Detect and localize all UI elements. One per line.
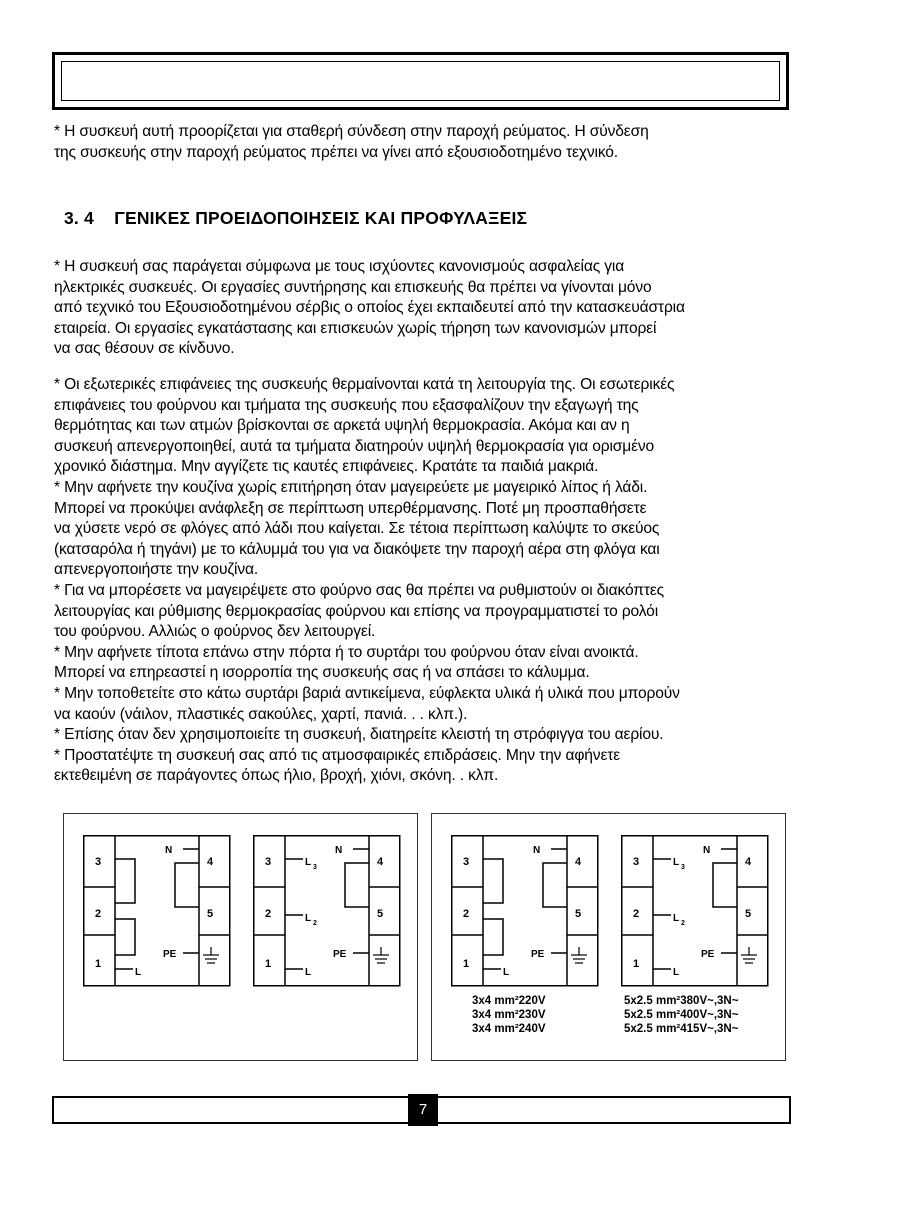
- terminal-4-label: 4: [745, 856, 752, 868]
- protective-earth-label: PE: [333, 949, 347, 960]
- terminal-2-label: 2: [633, 908, 640, 920]
- terminal-2-label: 2: [463, 908, 470, 920]
- paragraph-safety-regulations: * Η συσκευή σας παράγεται σύμφωνα με τους ισχύοντες κανονισμούς ασφαλείας για ηλεκτρικές συσκευές. Οι εργασίες συντήρησης και επισκευής θα πρέπει να γίνονται μόνο από τεχνικό του Εξουσιοδοτημένου σέρβις ο οποίος έχει εκπαιδευτεί από την κατασκευάστρια εταιρεία. Οι εργασίες εγκατάστασης και επισκευών χωρίς τήρηση των κανονισμών μπορεί να σας θέσουν σε κίνδυνο.: [54, 258, 685, 358]
- neutral-label: N: [165, 845, 173, 856]
- terminal-5-label: 5: [207, 908, 214, 920]
- terminal-4-label: 4: [207, 856, 214, 868]
- terminal-2-label: 2: [265, 908, 272, 920]
- terminal-3-label: 3: [265, 856, 272, 868]
- terminal-5-label: 5: [575, 908, 582, 920]
- section-heading: 3. 4 ΓΕΝΙΚΕΣ ΠΡΟΕΙΔΟΠΟΙΗΣΕΙΣ ΚΑΙ ΠΡΟΦΥΛΑΞΕΙΣ: [64, 208, 528, 228]
- terminal-block-single-phase-left: [83, 835, 231, 987]
- phase-l3-subscript: 3: [681, 864, 685, 871]
- header-inner-frame: [61, 61, 780, 101]
- terminal-3-label: 3: [633, 856, 640, 868]
- phase-l2-label: L: [305, 913, 312, 924]
- neutral-label: N: [533, 845, 541, 856]
- protective-earth-label: PE: [531, 949, 545, 960]
- terminal-1-label: 1: [95, 958, 102, 970]
- paragraph-warnings: * Οι εξωτερικές επιφάνειες της συσκευής θερμαίνονται κατά τη λειτουργία της. Οι εσωτερικές επιφάνειες του φούρνου και τμήματα της συσκευής που εξασφαλίζουν την εξαγωγή της θερμότητας και των ατμών βρίσκονται σε αρκετά υψηλή θερμοκρασία. Ακόμα και αν η συσκευή απενεργοποιηθεί, αυτά τα τμήματα διατηρούν υψηλή θερμοκρασία για ορισμένο χρονικό διάστημα. Μην αγγίζετε τις καυτές επιφάνειες. Κρατάτε τα παιδιά μακριά. * Μην αφήνετε την κουζίνα χωρίς επιτήρηση όταν μαγειρεύετε με μαγειρικό λίπος ή λάδι. Μπορεί να προκύψει ανάφλεξη σε περίπτωση υπερθέρμανσης. Ποτέ μη προσπαθήσετε να χύσετε νερό σε φλόγες από λάδι που καίγεται. Σε τέτοια περίπτωση καλύψτε το σκεύος (κατσαρόλα ή τηγάνι) με το κάλυμμά του για να διακόψετε την παροχή αέρα στη φλόγα και απενεργοποιήστε την κουζίνα. * Για να μπορέσετε να μαγειρέψετε στο φούρνο σας θα πρέπει να ρυθμιστούν οι διακόπτες λειτουργίας και ρύθμισης θερμοκρασίας φούρνου και επίσης να προγραμματιστεί το ρολόι του φούρνου. Αλλιώς ο φούρνος δεν λειτουργεί. * Μην αφήνετε τίποτα επάνω στην πόρτα ή το συρτάρι του φούρνου όταν είναι ανοικτά. Μπορεί να επηρεαστεί η ισορροπία της συσκευής σας ή να σπάσει το κάλυμμα. * Μην τοποθετείτε στο κάτω συρτάρι βαριά αντικείμενα, εύφλεκτα υλικά ή υλικά που μπορούν να καούν (νάιλον, πλαστικές σακούλες, χαρτί, πανιά. . . κλπ.). * Επίσης όταν δεν χρησιμοποιείτε τη συσκευή, διατηρείτε κλειστή τη στρόφιγγα του αερίου. * Προστατέψτε τη συσκευή σας από τις ατμοσφαιρικές επιδράσεις. Μην την αφήνετε εκτεθειμένη σε παράγοντες όπως ήλιο, βροχή, χιόνι, σκόνη. . κλπ.: [54, 376, 680, 785]
- terminal-2-label: 2: [95, 908, 102, 920]
- intro-note: * Η συσκευή αυτή προορίζεται για σταθερή σύνδεση στην παροχή ρεύματος. Η σύνδεση της συσκευής στην παροχή ρεύματος πρέπει να γίνει από εξουσιοδοτημένο τεχνικό.: [54, 123, 649, 161]
- terminal-1-label: 1: [463, 958, 470, 970]
- header-frame: [52, 52, 789, 110]
- cable-specs-single-phase: 3x4 mm²220V 3x4 mm²230V 3x4 mm²240V: [472, 995, 546, 1035]
- phase-l2-label: L: [673, 913, 680, 924]
- terminal-5-label: 5: [377, 908, 384, 920]
- terminal-4-label: 4: [575, 856, 582, 868]
- phase-l3-label: L: [673, 857, 680, 868]
- terminal-block-single-phase-right: [451, 835, 599, 987]
- neutral-label: N: [335, 845, 343, 856]
- phase-l2-subscript: 2: [313, 920, 317, 927]
- terminal-1-label: 1: [265, 958, 272, 970]
- phase-l1-label: L: [673, 967, 680, 978]
- protective-earth-label: PE: [701, 949, 715, 960]
- phase-l3-subscript: 3: [313, 864, 317, 871]
- terminal-3-label: 3: [463, 856, 470, 868]
- phase-l1-label: L: [305, 967, 312, 978]
- phase-l3-label: L: [305, 857, 312, 868]
- terminal-block-three-phase-right: [621, 835, 769, 987]
- protective-earth-label: PE: [163, 949, 177, 960]
- neutral-label: N: [703, 845, 711, 856]
- terminal-4-label: 4: [377, 856, 384, 868]
- terminal-block-three-phase-left: [253, 835, 401, 987]
- terminal-1-label: 1: [633, 958, 640, 970]
- phase-l2-subscript: 2: [681, 920, 685, 927]
- cable-specs-three-phase: 5x2.5 mm²380V~,3N~ 5x2.5 mm²400V~,3N~ 5x2.5 mm²415V~,3N~: [624, 995, 739, 1035]
- terminal-3-label: 3: [95, 856, 102, 868]
- live-label: L: [503, 967, 510, 978]
- terminal-5-label: 5: [745, 908, 752, 920]
- live-label: L: [135, 967, 142, 978]
- page-number: 7: [408, 1094, 438, 1126]
